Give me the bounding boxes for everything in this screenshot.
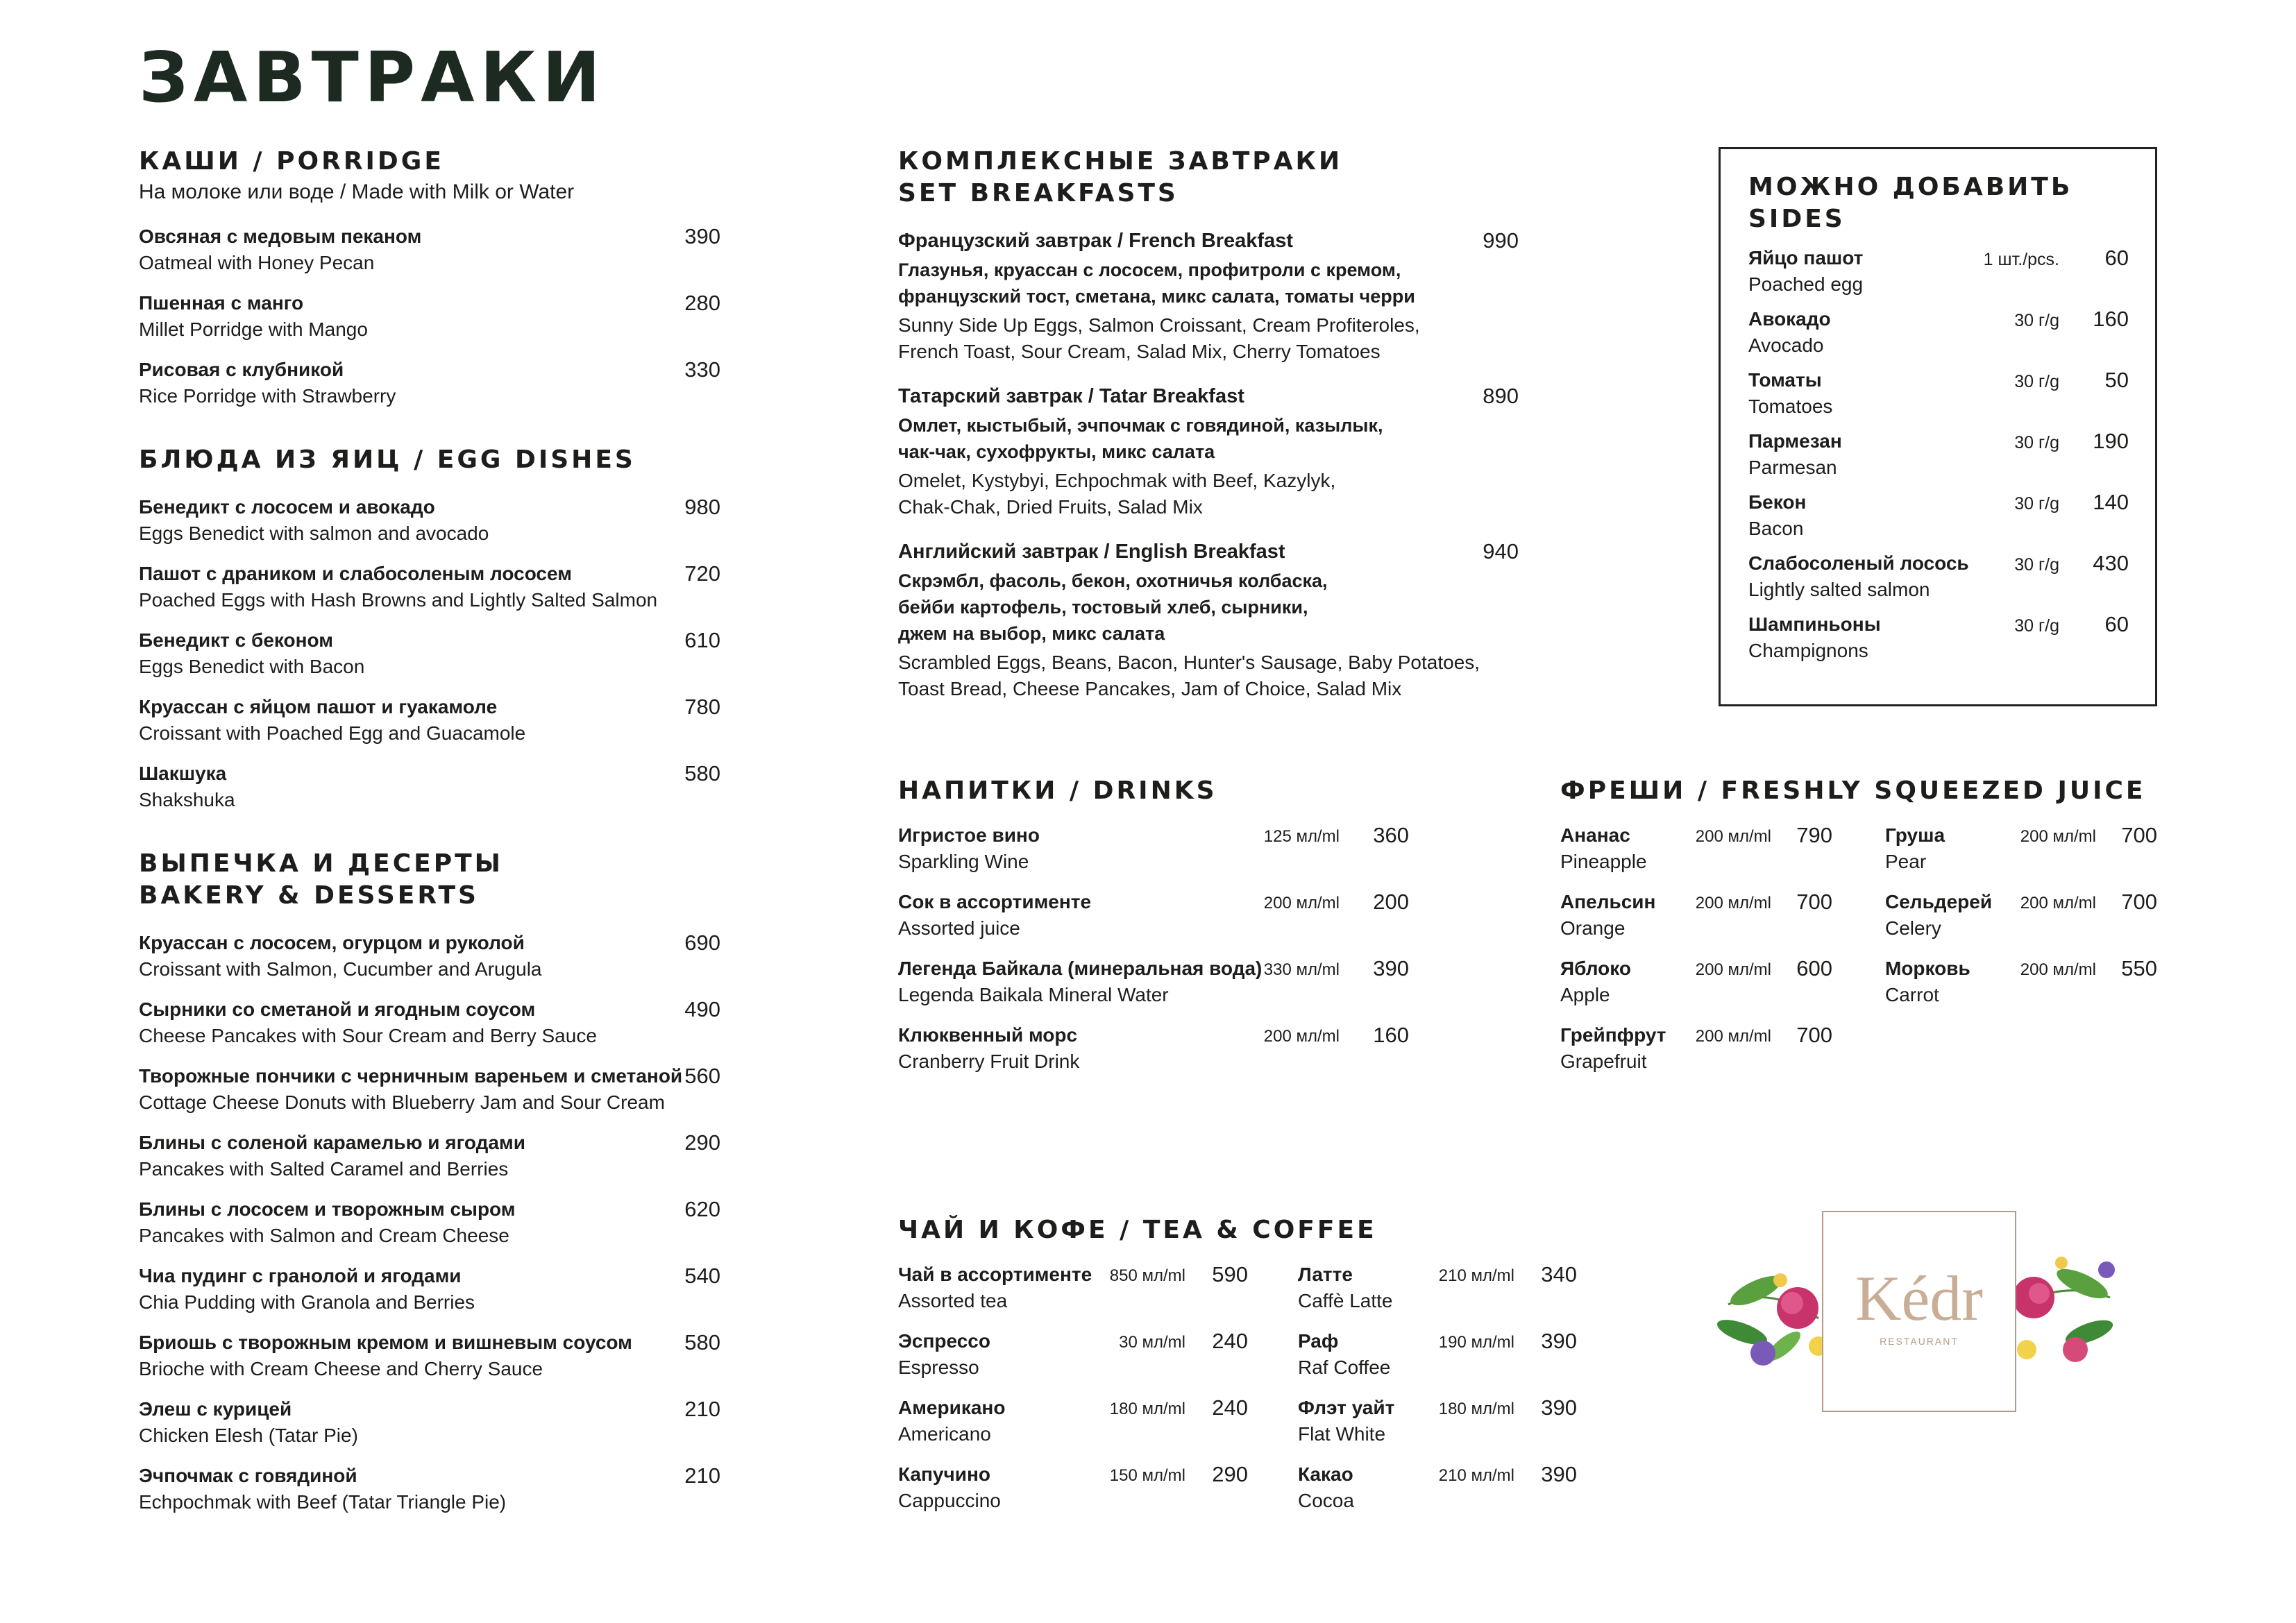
item-name-ru: Элеш с курицей xyxy=(139,1398,292,1420)
item-price: 330 xyxy=(684,357,720,382)
item-name-ru: Пармезан xyxy=(1748,430,1842,452)
item-price: 200 xyxy=(1373,890,1409,914)
page-title: ЗАВТРАКИ xyxy=(139,37,606,118)
item-price: 620 xyxy=(684,1197,720,1221)
item-name-ru: Круассан с яйцом пашот и гуакамоле xyxy=(139,696,498,717)
sides-list xyxy=(1748,245,2129,672)
item-price: 430 xyxy=(2093,551,2129,575)
item-name-en: Croissant with Salmon, Cucumber and Arugula xyxy=(139,958,542,980)
menu-item xyxy=(898,1395,1248,1461)
item-name-en: Cappuccino xyxy=(898,1490,1001,1511)
menu-item xyxy=(1885,889,2157,955)
item-price: 390 xyxy=(1541,1462,1577,1486)
item-name-ru: Грейпфрут xyxy=(1560,1024,1666,1046)
description-line: Скрэмбл, фасоль, бекон, охотничья колбаска, xyxy=(898,570,1328,591)
item-price: 60 xyxy=(2104,246,2129,270)
item-volume: 850 мл/ml xyxy=(1109,1266,1185,1285)
item-name-ru: Ананас xyxy=(1560,824,1630,846)
item-volume: 200 мл/ml xyxy=(2020,827,2096,846)
item-volume: 200 мл/ml xyxy=(2020,894,2096,912)
item-volume: 330 мл/ml xyxy=(1263,960,1340,979)
menu-item xyxy=(139,223,720,290)
item-name-ru: Блины с лососем и творожным сыром xyxy=(139,1198,516,1220)
description-line: Chak-Chak, Dried Fruits, Salad Mix xyxy=(898,496,1203,518)
menu-item xyxy=(1748,489,2129,550)
menu-item xyxy=(139,1130,720,1196)
drinks-section xyxy=(898,775,1409,1089)
menu-item xyxy=(1298,1328,1577,1395)
item-price: 550 xyxy=(2121,956,2157,980)
menu-item xyxy=(1748,428,2129,489)
item-price: 590 xyxy=(1212,1262,1248,1286)
menu-item xyxy=(139,357,720,423)
item-price: 610 xyxy=(684,628,720,652)
item-name-ru: Яблоко xyxy=(1560,958,1631,979)
tea-coffee-column-1 xyxy=(898,1261,1248,1528)
section-title: ФРЕШИ / FRESHLY SQUEEZED JUICE xyxy=(1560,776,2146,805)
item-name-ru: Капучино xyxy=(898,1463,990,1485)
menu-item xyxy=(898,822,1409,889)
set-breakfast-description-ru xyxy=(898,257,1519,309)
item-name-ru: Эчпочмак с говядиной xyxy=(139,1465,357,1486)
menu-item xyxy=(1560,822,1832,889)
item-name-en: Bacon xyxy=(1748,518,1804,539)
set-breakfast-description-en xyxy=(898,649,1519,702)
menu-item xyxy=(1748,306,2129,367)
item-volume: 180 мл/ml xyxy=(1438,1400,1514,1418)
item-name-en: Croissant with Poached Egg and Guacamole xyxy=(139,722,526,744)
item-name-en: Pear xyxy=(1885,851,1927,872)
item-name-ru: Какао xyxy=(1298,1463,1353,1485)
tea-coffee-list-1 xyxy=(898,1261,1248,1528)
juice-list-2 xyxy=(1885,822,2157,1022)
item-name-ru: Морковь xyxy=(1885,958,1970,979)
item-name-ru: Груша xyxy=(1885,824,1945,846)
item-name-ru: Сырники со сметаной и ягодным соусом xyxy=(139,999,536,1020)
description-line: чак-чак, сухофрукты, микс салата xyxy=(898,441,1215,462)
item-price: 210 xyxy=(684,1463,720,1488)
item-name-en: Tomatoes xyxy=(1748,396,1833,417)
item-price: 390 xyxy=(1373,956,1409,980)
section-title: КАШИ / PORRIDGE xyxy=(139,147,444,176)
item-price: 790 xyxy=(1796,823,1832,847)
item-name-en: Espresso xyxy=(898,1357,979,1378)
item-name-en: Legenda Baikala Mineral Water xyxy=(898,984,1169,1005)
menu-item xyxy=(898,889,1409,955)
section-title-line1: ВЫПЕЧКА И ДЕСЕРТЫ xyxy=(139,849,503,878)
item-volume: 30 мл/ml xyxy=(1119,1333,1185,1352)
item-name-ru: Эспрессо xyxy=(898,1330,990,1352)
item-name-en: Cocoa xyxy=(1298,1490,1354,1511)
menu-item xyxy=(139,1263,720,1329)
menu-item xyxy=(1748,367,2129,428)
item-volume: 200 мл/ml xyxy=(1695,960,1771,979)
item-price: 700 xyxy=(2121,823,2157,847)
set-breakfast-item xyxy=(898,383,1519,520)
item-price: 390 xyxy=(1541,1329,1577,1353)
item-name-ru: Американо xyxy=(898,1397,1006,1418)
description-line: французский тост, сметана, микс салата, томаты черри xyxy=(898,286,1415,307)
item-name-ru: Бриошь с творожным кремом и вишневым соусом xyxy=(139,1332,632,1353)
item-price: 580 xyxy=(684,761,720,785)
item-name-en: Champignons xyxy=(1748,640,1868,661)
menu-item xyxy=(139,1329,720,1396)
section-title-line1: КОМПЛЕКСНЫЕ ЗАВТРАКИ xyxy=(898,147,1343,176)
item-price: 190 xyxy=(2093,429,2129,453)
item-price: 700 xyxy=(1796,890,1832,914)
drinks-list xyxy=(898,822,1409,1089)
item-price: 160 xyxy=(1373,1023,1409,1047)
item-volume: 30 г/g xyxy=(2014,372,2059,391)
item-name-en: Poached egg xyxy=(1748,273,1864,295)
description-line: бейби картофель, тостовый хлеб, сырники, xyxy=(898,597,1308,618)
logo-subtitle: RESTAURANT xyxy=(1880,1336,1959,1347)
menu-item xyxy=(139,627,720,694)
item-name-ru: Блины с соленой карамелью и ягодами xyxy=(139,1132,525,1153)
item-name-ru: Чиа пудинг с гранолой и ягодами xyxy=(139,1265,462,1286)
item-name-ru: Бекон xyxy=(1748,491,1807,513)
menu-item xyxy=(898,955,1409,1022)
item-name-en: Assorted tea xyxy=(898,1290,1008,1311)
item-price: 780 xyxy=(684,695,720,719)
item-volume: 200 мл/ml xyxy=(1263,1027,1340,1046)
menu-item xyxy=(1885,955,2157,1022)
item-name-ru: Бенедикт с беконом xyxy=(139,629,333,651)
item-name-ru: Круассан с лососем, огурцом и руколой xyxy=(139,932,525,953)
set-breakfast-price: 990 xyxy=(1483,228,1519,253)
item-name-en: Caffè Latte xyxy=(1298,1290,1393,1311)
item-name-en: Poached Eggs with Hash Browns and Lightly Salted Salmon xyxy=(139,589,658,611)
item-name-en: Echpochmak with Beef (Tatar Triangle Pie) xyxy=(139,1491,507,1513)
set-breakfast-price: 940 xyxy=(1483,539,1519,563)
menu-item xyxy=(139,760,720,827)
item-name-en: Carrot xyxy=(1885,984,1939,1005)
description-line: Омлет, кыстыбый, эчпочмак с говядиной, казылык, xyxy=(898,415,1383,436)
restaurant-logo xyxy=(1822,1211,2016,1412)
item-name-en: Celery xyxy=(1885,917,1941,939)
item-name-en: Cottage Cheese Donuts with Blueberry Jam and Sour Cream xyxy=(139,1091,665,1113)
set-breakfast-item xyxy=(898,538,1519,702)
set-breakfast-price: 890 xyxy=(1483,384,1519,408)
set-breakfast-name: Татарский завтрак / Tatar Breakfast xyxy=(898,385,1244,407)
description-line: Scrambled Eggs, Beans, Bacon, Hunter's Sausage, Baby Potatoes, xyxy=(898,652,1480,673)
section-subtitle: На молоке или воде / Made with Milk or Water xyxy=(139,180,575,203)
item-name-ru: Пшенная с манго xyxy=(139,292,304,314)
item-volume: 200 мл/ml xyxy=(1263,894,1340,912)
tea-coffee-section xyxy=(898,1214,1592,1246)
menu-item xyxy=(1748,611,2129,672)
item-volume: 200 мл/ml xyxy=(1695,827,1771,846)
item-name-ru: Рисовая с клубникой xyxy=(139,359,344,380)
description-line: French Toast, Sour Cream, Salad Mix, Cherry Tomatoes xyxy=(898,341,1381,362)
item-volume: 180 мл/ml xyxy=(1109,1400,1185,1418)
menu-item xyxy=(1298,1461,1577,1528)
set-breakfasts-list xyxy=(898,228,1519,702)
description-line: Omelet, Kystybyi, Echpochmak with Beef, Kazylyk, xyxy=(898,470,1336,491)
item-volume: 30 г/g xyxy=(2014,616,2059,636)
item-name-ru: Апельсин xyxy=(1560,891,1656,912)
item-name-ru: Томаты xyxy=(1748,369,1822,391)
menu-item xyxy=(139,694,720,760)
set-breakfast-item xyxy=(898,228,1519,365)
item-name-ru: Яйцо пашот xyxy=(1748,247,1864,269)
item-name-en: Brioche with Cream Cheese and Cherry Sauce xyxy=(139,1358,543,1379)
item-price: 210 xyxy=(684,1397,720,1421)
set-breakfast-description-ru xyxy=(898,412,1519,465)
item-name-ru: Латте xyxy=(1298,1264,1353,1285)
item-price: 240 xyxy=(1212,1395,1248,1420)
section-title: ЧАЙ И КОФЕ / TEA & COFFEE xyxy=(898,1216,1377,1244)
egg-dishes-section xyxy=(139,444,720,827)
item-name-en: Grapefruit xyxy=(1560,1051,1647,1072)
set-breakfast-description-en xyxy=(898,468,1519,520)
item-price: 240 xyxy=(1212,1329,1248,1353)
item-name-ru: Шампиньоны xyxy=(1748,613,1881,635)
menu-item xyxy=(1748,245,2129,306)
description-line: Toast Bread, Cheese Pancakes, Jam of Choice, Salad Mix xyxy=(898,678,1402,699)
item-price: 340 xyxy=(1541,1262,1577,1286)
item-name-ru: Бенедикт с лососем и авокадо xyxy=(139,496,435,518)
item-name-en: Parmesan xyxy=(1748,457,1837,478)
item-price: 700 xyxy=(2121,890,2157,914)
item-name-ru: Клюквенный морс xyxy=(898,1024,1078,1046)
item-volume: 200 мл/ml xyxy=(1695,894,1771,912)
item-price: 720 xyxy=(684,561,720,586)
juice-column-1 xyxy=(1560,822,1832,1089)
description-line: Sunny Side Up Eggs, Salmon Croissant, Cream Profiteroles, xyxy=(898,314,1420,336)
item-name-ru: Игристое вино xyxy=(898,824,1040,846)
item-name-en: Millet Porridge with Mango xyxy=(139,318,368,340)
item-name-ru: Раф xyxy=(1298,1330,1339,1352)
item-volume: 190 мл/ml xyxy=(1438,1333,1514,1352)
item-volume: 30 г/g xyxy=(2014,311,2059,330)
menu-item xyxy=(139,290,720,357)
item-name-en: Pancakes with Salmon and Cream Cheese xyxy=(139,1225,509,1246)
menu-item xyxy=(898,1461,1248,1528)
item-volume: 200 мл/ml xyxy=(2020,960,2096,979)
section-title: БЛЮДА ИЗ ЯИЦ / EGG DISHES xyxy=(139,445,636,474)
menu-item xyxy=(139,930,720,996)
item-name-en: Eggs Benedict with Bacon xyxy=(139,656,365,677)
item-name-en: Apple xyxy=(1560,984,1610,1005)
item-price: 690 xyxy=(684,931,720,955)
juice-list-1 xyxy=(1560,822,1832,1089)
menu-item xyxy=(1748,550,2129,611)
item-price: 980 xyxy=(684,495,720,519)
porridge-section xyxy=(139,146,720,423)
item-volume: 30 г/g xyxy=(2014,555,2059,575)
menu-item xyxy=(1560,889,1832,955)
menu-item xyxy=(1885,822,2157,889)
item-name-en: Rice Porridge with Strawberry xyxy=(139,385,396,407)
item-name-en: Cranberry Fruit Drink xyxy=(898,1051,1080,1072)
item-name-en: Cheese Pancakes with Sour Cream and Berry Sauce xyxy=(139,1025,597,1046)
set-breakfasts-section xyxy=(898,146,1519,720)
item-price: 700 xyxy=(1796,1023,1832,1047)
juice-section xyxy=(1560,775,2157,807)
menu-item xyxy=(139,1396,720,1463)
sides-box xyxy=(1719,147,2157,706)
item-name-ru: Пашот с драником и слабосоленым лососем xyxy=(139,563,572,584)
menu-item xyxy=(1560,1022,1832,1089)
section-title-line2: BAKERY & DESSERTS xyxy=(139,881,479,910)
item-volume: 30 г/g xyxy=(2014,433,2059,452)
item-name-ru: Овсяная с медовым пеканом xyxy=(139,226,422,247)
menu-item xyxy=(898,1022,1409,1089)
menu-item xyxy=(139,494,720,561)
item-name-en: Orange xyxy=(1560,917,1626,939)
item-name-en: Chicken Elesh (Tatar Pie) xyxy=(139,1425,358,1446)
item-name-en: Lightly salted salmon xyxy=(1748,579,1930,600)
item-price: 390 xyxy=(1541,1395,1577,1420)
item-price: 290 xyxy=(684,1130,720,1155)
item-price: 280 xyxy=(684,291,720,315)
item-name-en: Shakshuka xyxy=(139,789,235,810)
set-breakfast-name: Французский завтрак / French Breakfast xyxy=(898,230,1293,252)
item-name-en: Eggs Benedict with salmon and avocado xyxy=(139,522,489,544)
description-line: джем на выбор, микс салата xyxy=(898,623,1165,644)
item-price: 560 xyxy=(684,1064,720,1088)
item-name-en: Pancakes with Salted Caramel and Berries xyxy=(139,1158,509,1180)
item-name-en: Chia Pudding with Granola and Berries xyxy=(139,1291,475,1313)
menu-item xyxy=(139,561,720,627)
item-name-en: Americano xyxy=(898,1423,991,1445)
item-name-ru: Авокадо xyxy=(1748,308,1831,330)
item-volume: 1 шт./pcs. xyxy=(1983,250,2059,269)
item-name-ru: Творожные пончики с черничным вареньем и сметаной xyxy=(139,1065,683,1087)
item-volume: 30 г/g xyxy=(2014,494,2059,513)
item-price: 490 xyxy=(684,997,720,1021)
item-name-en: Oatmeal with Honey Pecan xyxy=(139,252,375,273)
menu-item xyxy=(139,1463,720,1529)
item-name-en: Pineapple xyxy=(1560,851,1647,872)
item-price: 580 xyxy=(684,1330,720,1354)
menu-item xyxy=(1560,955,1832,1022)
item-price: 140 xyxy=(2093,490,2129,514)
menu-item xyxy=(898,1261,1248,1328)
item-volume: 125 мл/ml xyxy=(1263,827,1340,846)
item-volume: 210 мл/ml xyxy=(1438,1266,1514,1285)
section-title-line2: SIDES xyxy=(1748,205,1846,233)
item-price: 390 xyxy=(684,224,720,248)
section-title: НАПИТКИ / DRINKS xyxy=(898,776,1217,805)
set-breakfast-name: Английский завтрак / English Breakfast xyxy=(898,541,1285,563)
item-name-ru: Флэт уайт xyxy=(1298,1397,1395,1418)
menu-item xyxy=(1298,1395,1577,1461)
section-title-line1: МОЖНО ДОБАВИТЬ xyxy=(1748,173,2073,201)
item-name-ru: Чай в ассортименте xyxy=(898,1264,1092,1285)
item-price: 290 xyxy=(1212,1462,1248,1486)
description-line: Глазунья, круассан с лососем, профитроли с кремом, xyxy=(898,260,1401,280)
menu-item xyxy=(139,1063,720,1130)
bakery-section xyxy=(139,848,720,1529)
tea-coffee-list-2 xyxy=(1298,1261,1577,1528)
item-name-ru: Легенда Байкала (минеральная вода) xyxy=(898,958,1263,979)
set-breakfast-description-ru xyxy=(898,568,1519,647)
item-volume: 200 мл/ml xyxy=(1695,1027,1771,1046)
menu-item xyxy=(898,1328,1248,1395)
item-price: 50 xyxy=(2104,368,2129,392)
item-name-ru: Сельдерей xyxy=(1885,891,1993,912)
item-name-ru: Шакшука xyxy=(139,763,227,784)
item-volume: 150 мл/ml xyxy=(1109,1466,1185,1485)
porridge-list xyxy=(139,223,720,423)
item-name-en: Sparkling Wine xyxy=(898,851,1029,872)
item-name-en: Flat White xyxy=(1298,1423,1386,1445)
menu-item xyxy=(139,1196,720,1263)
item-name-ru: Сок в ассортименте xyxy=(898,891,1092,912)
section-title-line2: SET BREAKFASTS xyxy=(898,179,1179,207)
tea-coffee-column-2 xyxy=(1298,1261,1577,1528)
item-name-en: Avocado xyxy=(1748,334,1824,356)
item-name-ru: Слабосоленый лосось xyxy=(1748,552,1969,574)
item-price: 540 xyxy=(684,1264,720,1288)
item-price: 600 xyxy=(1796,956,1832,980)
item-volume: 210 мл/ml xyxy=(1438,1466,1514,1485)
item-price: 160 xyxy=(2093,307,2129,331)
menu-item xyxy=(139,996,720,1063)
egg-dishes-list xyxy=(139,494,720,827)
bakery-list xyxy=(139,930,720,1529)
logo-wordmark: Kédr xyxy=(1855,1263,1983,1334)
item-name-en: Raf Coffee xyxy=(1298,1357,1391,1378)
item-price: 360 xyxy=(1373,823,1409,847)
set-breakfast-description-en xyxy=(898,312,1519,365)
menu-item xyxy=(1298,1261,1577,1328)
item-name-en: Assorted juice xyxy=(898,917,1020,939)
item-price: 60 xyxy=(2104,612,2129,636)
juice-column-2 xyxy=(1885,822,2157,1022)
left-column xyxy=(139,146,720,1550)
